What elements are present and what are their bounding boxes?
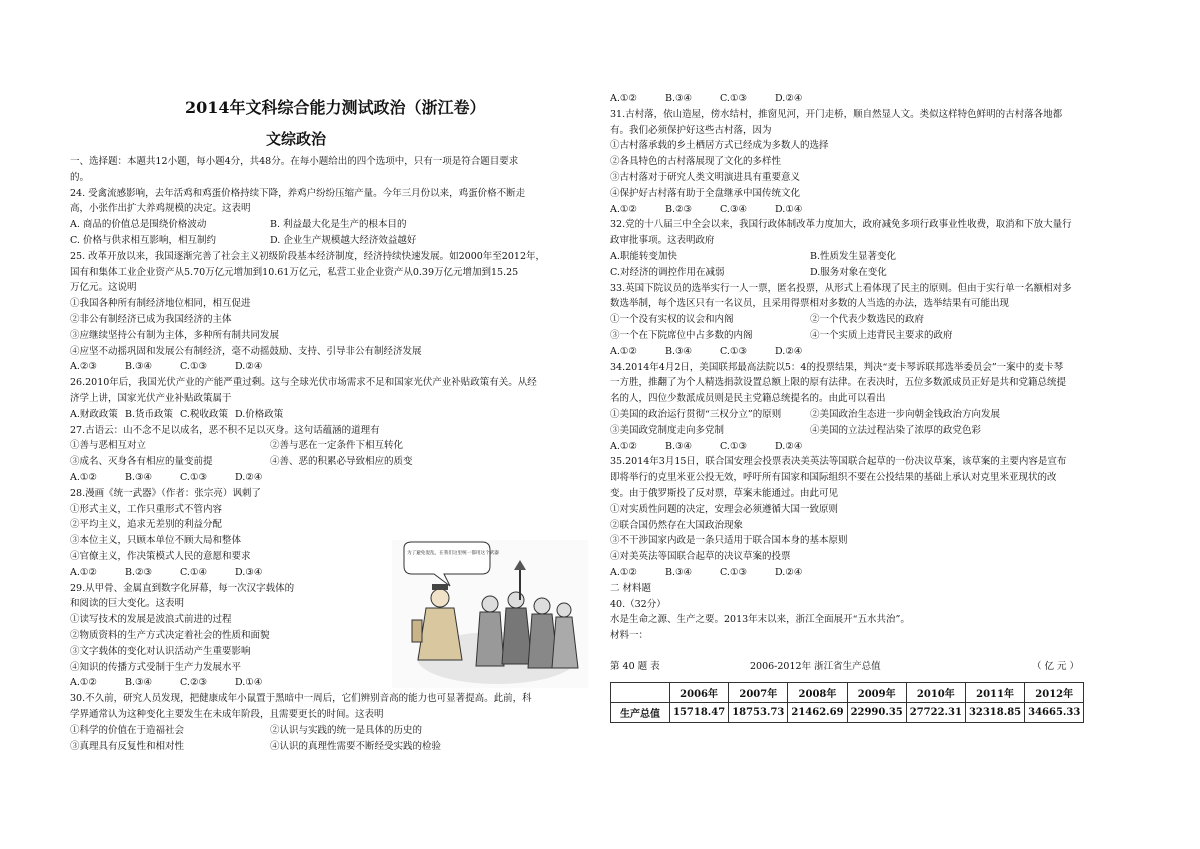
answer-option: C.①③: [180, 472, 207, 483]
text-line: ①形式主义，工作只重形式不管内容: [70, 503, 223, 515]
statement-item: ①美国的政治运行贯彻“三权分立”的原则: [610, 409, 782, 420]
statement-item: B.性质发生显著变化: [810, 251, 897, 262]
text-line: ④官僚主义，作决策模式人民的意愿和要求: [70, 551, 251, 562]
text-line: ②各具特色的古村落展现了文化的多样性: [610, 156, 782, 168]
text-line: ④知识的传播方式受制于生产力发展水平: [70, 661, 242, 673]
text-line: [70, 740, 441, 753]
text-line: 27.古语云：山不念不足以成名，恶不积不足以灭身。这句话蕴涵的道理有: [70, 424, 380, 436]
text-line: 国有和集体工业企业资产从5.70万亿元增加到10.61万亿元，私营工业企业资产从0.39万亿元增加到15.25: [70, 266, 519, 278]
text-line: [610, 424, 981, 437]
answer-option: D.②④: [775, 345, 803, 357]
answer-option: B.③④: [665, 345, 693, 357]
answer-option: C.①③: [720, 93, 747, 104]
text-line: [70, 234, 416, 247]
text-line: [70, 408, 290, 421]
text-line: [610, 203, 830, 216]
text-line: 25. 改革开放以来，我国逐渐完善了社会主义初级阶段基本经济制度，经济持续快速发展。如2000年至2012年，: [70, 250, 545, 262]
answer-option: B.③④: [665, 567, 693, 578]
text-line: 即将举行的克里米亚公投无效，呼吁所有国家和国际组织不要在公投结果的基础上承认对克里米亚现状的改: [610, 472, 1057, 484]
statement-item: ④认识的真理性需要不断经受实践的检验: [270, 740, 442, 752]
answer-option: B.货币政策: [125, 408, 174, 420]
text-line: 30.不久前，研究人员发现，把健康成年小鼠置于黑暗中一周后，它们辨别音高的能力也可显著提高。此前，科: [70, 693, 532, 705]
answer-option: A.①②: [610, 440, 637, 452]
answer-option: C.①③: [720, 567, 747, 578]
text-line: [610, 329, 953, 342]
text-line: [70, 360, 290, 373]
statement-item: D.服务对象在变化: [810, 266, 887, 278]
year-cell: 2010年: [906, 683, 965, 703]
text-line: ④应坚不动摇巩固和发展公有制经济，毫不动摇鼓励、支持、引导非公有制经济发展: [70, 345, 422, 357]
statement-item: ③成名、灭身各有相应的量变前提: [70, 456, 213, 468]
text-line: 数选举制，每个选区只有一名议员，且采用得票相对多数的人当选的办法，选举结果有可能出现: [610, 298, 1010, 310]
text-line: 33.英国下院议员的选举实行一人一票，匿名投票，从形式上看体现了民主的原则。但由于实行单一名额相对多: [610, 282, 1072, 294]
text-line: ②物质资料的生产方式决定着社会的性质和面貌: [70, 630, 270, 641]
gdp-table: [610, 682, 1084, 723]
text-line: 40.（32分）: [610, 598, 666, 610]
text-line: ②平均主义，追求无差别的利益分配: [70, 519, 223, 531]
text-line: 万亿元。这说明: [70, 282, 137, 294]
text-line: ③应继续坚持公有制为主体，多种所有制共同发展: [70, 329, 280, 341]
text-line: [610, 92, 830, 105]
value-cell: 34665.33: [1025, 703, 1084, 723]
text-line: [610, 345, 830, 358]
year-cell: 2011年: [965, 683, 1024, 703]
answer-option: B.②③: [125, 566, 153, 578]
answer-option: C.税收政策: [180, 408, 228, 420]
answer-option: A.①②: [610, 345, 637, 357]
statement-item: A. 商品的价值总是围绕价格波动: [70, 219, 207, 231]
statement-item: ④善、恶的积累必导致相应的质变: [270, 456, 413, 468]
statement-item: ②认识与实践的统一是具体的历史的: [270, 724, 423, 736]
text-line: 的。: [70, 171, 90, 183]
value-cell: 18753.73: [729, 703, 788, 723]
statement-item: C. 价格与供求相互影响，相互制约: [70, 235, 216, 246]
text-line: 28.漫画《统一武器》（作者：张宗亮）讽刺了: [70, 487, 261, 499]
statement-item: ④一个实质上违背民主要求的政府: [810, 330, 953, 341]
text-line: ④保护好古村落有助于全盘继承中国传统文化: [610, 187, 801, 199]
text-line: [70, 455, 413, 468]
text-line: 一方胜，推翻了为个人精选捐款设置总额上限的原有法律。在表决时，五位多数派成员正好是共和党籍总统提: [610, 377, 1067, 389]
answer-option: A.①②: [610, 567, 637, 578]
text-line: [610, 250, 896, 263]
text-line: [70, 439, 403, 452]
text-line: 24. 受禽流感影响，去年活鸡和鸡蛋价格持续下降，养鸡户纷纷压缩产量。今年三月份以来，鸡蛋价格不断走: [70, 187, 526, 199]
answer-option: C.①③: [180, 361, 207, 373]
answer-option: C.①③: [720, 440, 747, 452]
page-subtitle: 文综政治: [266, 130, 327, 148]
text-line: 名的人，四位少数派成员则是民主党籍总统提名的。由此可以看出: [610, 393, 886, 405]
text-line: [610, 566, 830, 579]
text-line: 学界通常认为这种变化主要发生在未成年阶段，且需要更长的时间。这表明: [70, 709, 384, 720]
answer-option: A.财政政策: [70, 408, 118, 420]
answer-option: D.②④: [775, 93, 803, 104]
text-line: 材料一：: [610, 630, 649, 642]
text-line: ①读写技术的发展是波浪式前进的过程: [70, 614, 232, 626]
text-line: 变。由于俄罗斯投了反对票，草案未能通过。由此可见: [610, 488, 839, 499]
statement-item: ①善与恶相互对立: [70, 440, 147, 452]
year-cell: 2009年: [847, 683, 906, 703]
cartoon-illustration: [392, 540, 588, 688]
text-line: ②非公有制经济已成为我国经济的主体: [70, 314, 232, 325]
value-cell: 32318.85: [965, 703, 1024, 723]
statement-item: C.对经济的调控作用在减弱: [610, 266, 725, 278]
text-line: [70, 676, 290, 689]
text-line: [610, 313, 924, 326]
text-line: 二 材料题: [610, 582, 652, 594]
answer-option: A.②③: [70, 361, 97, 373]
answer-option: D.价格政策: [235, 408, 284, 420]
text-line: 35.2014年3月15日，联合国安理会投票表决美英法等国联合起草的一份决议草案，该草案的主要内容是宣布: [610, 456, 1067, 468]
text-line: 32.党的十八届三中全会以来，我国行政体制改革力度加大，政府减免多项行政事业性收费，取消和下放大量行: [610, 219, 1072, 231]
text-line: [70, 724, 422, 737]
year-cell: 2006年: [670, 683, 729, 703]
text-line: ④对美英法等国联合起草的决议草案的投票: [610, 551, 791, 563]
answer-option: A.①②: [70, 472, 97, 483]
statement-item: ①一个没有实权的议会和内阁: [610, 314, 734, 326]
answer-option: A.①②: [70, 566, 97, 578]
text-line: ③本位主义，只顾本单位不顾大局和整体: [70, 535, 242, 547]
statement-item: ④美国的立法过程沾染了浓厚的政党色彩: [810, 424, 982, 436]
statement-item: ③一个在下院席位中占多数的内阁: [610, 330, 753, 341]
value-cell: 22990.35: [847, 703, 906, 723]
statement-item: ②美国政治生态进一步向朝金钱政治方向发展: [810, 409, 1001, 420]
text-line: 有。我们必须保护好这些古村落，因为: [610, 124, 772, 136]
text-line: 31.古村落，依山造屋，傍水结村，推窗见河，开门走桥，顺自然显人文。类似这样特色鲜明的古村落各地都: [610, 108, 1063, 120]
answer-option: C.①④: [180, 566, 207, 578]
answer-option: B.③④: [665, 440, 693, 452]
answer-option: A.①②: [70, 677, 97, 689]
text-line: 和阅读的巨大变化。这表明: [70, 598, 185, 610]
statement-item: ②善与恶在一定条件下相互转化: [270, 440, 404, 452]
text-line: ③古村落对于研究人类文明演进具有重要意义: [610, 172, 801, 183]
statement-item: ①科学的价值在于造福社会: [70, 724, 185, 736]
text-line: ③不干涉国家内政是一条只适用于联合国本身的基本原则: [610, 535, 848, 547]
text-line: [70, 566, 290, 579]
text-line: 济学上讲，国家光伏产业补贴政策属于: [70, 393, 232, 404]
statement-item: D. 企业生产规模越大经济效益越好: [270, 235, 417, 246]
text-line: 政审批事项。这表明政府: [610, 235, 715, 247]
answer-option: C.③④: [720, 203, 747, 215]
value-cell: 21462.69: [788, 703, 847, 723]
answer-option: D.②④: [235, 361, 263, 373]
text-line: ③文字载体的变化对认识活动产生重要影响: [70, 645, 251, 657]
statement-item: ②一个代表少数选民的政府: [810, 314, 925, 326]
text-line: 高，小张作出扩大养鸡规模的决定。这表明: [70, 203, 251, 215]
value-cell: 15718.47: [670, 703, 729, 723]
year-cell: 2007年: [729, 683, 788, 703]
answer-option: A.①②: [610, 93, 637, 104]
text-line: [70, 218, 407, 231]
text-line: [610, 266, 887, 279]
answer-option: C.①③: [720, 345, 747, 357]
table-caption-main: 2006-2012年 浙江省生产总值: [750, 661, 881, 672]
answer-option: C.②③: [180, 677, 207, 689]
answer-option: B.③④: [125, 472, 153, 483]
statement-item: B. 利益最大化是生产的根本目的: [270, 219, 407, 231]
value-cell: 27722.31: [906, 703, 965, 723]
answer-option: D.①④: [775, 203, 803, 215]
text-line: ①古村落承载的乡土栖居方式已经成为多数人的选择: [610, 140, 829, 152]
answer-option: D.②④: [235, 472, 263, 483]
answer-option: D.②④: [775, 567, 803, 578]
text-line: 34.2014年4月2日，美国联邦最高法院以5：4的投票结果，判决“麦卡琴诉联邦选举委员会”一案中的麦卡琴: [610, 361, 1064, 373]
table-caption-left: 第 40 题 表: [610, 661, 660, 672]
answer-option: D.②④: [775, 440, 803, 452]
answer-option: B.③④: [665, 93, 693, 104]
answer-option: A.①②: [610, 203, 637, 215]
text-line: ①对实质性问题的决定，安理会必须遵循大国一致原则: [610, 503, 839, 515]
text-line: 一、选择题：本题共12小题，每小题4分，共48分。在每小题给出的四个选项中，只有一项是符合题目要求: [70, 156, 519, 167]
text-line: [70, 471, 290, 484]
text-line: [610, 408, 1000, 421]
statement-item: A.职能转变加快: [610, 251, 677, 262]
table-caption-unit: （ 亿 元 ）: [1032, 661, 1080, 672]
statement-item: ③美国政党制度走向多党制: [610, 424, 725, 436]
page-title: 2014年文科综合能力测试政治（浙江卷）: [185, 98, 486, 117]
text-line: ①我国各种所有制经济地位相同，相互促进: [70, 298, 251, 310]
table-header-row: [611, 683, 1084, 703]
answer-option: B.③④: [125, 361, 153, 373]
answer-option: D.③④: [235, 566, 263, 578]
text-line: 29.从甲骨、金属直到数字化屏幕，每一次汉字载体的: [70, 582, 295, 594]
text-line: 26.2010年后，我国光伏产业的产能严重过剩。这与全球光伏市场需求不足和国家光伏产业补贴政策有关。从经: [70, 377, 537, 389]
text-line: 水是生命之源、生产之要。2013年末以来，浙江全面展开“五水共治”。: [610, 614, 910, 626]
statement-item: ③真理具有反复性和相对性: [70, 740, 185, 752]
year-cell: 2012年: [1025, 683, 1084, 703]
table-row: [611, 703, 1084, 723]
cartoon-caption: 为了避免混乱，在我们这里统一都用这个武器: [407, 551, 499, 556]
answer-option: B.③④: [125, 677, 153, 689]
row-label: 生产总值: [611, 703, 670, 723]
answer-option: B.②③: [665, 203, 693, 215]
text-line: [610, 440, 830, 453]
text-line: ②联合国仍然存在大国政治现象: [610, 519, 744, 531]
answer-option: D.①④: [235, 677, 263, 689]
year-cell: 2008年: [788, 683, 847, 703]
